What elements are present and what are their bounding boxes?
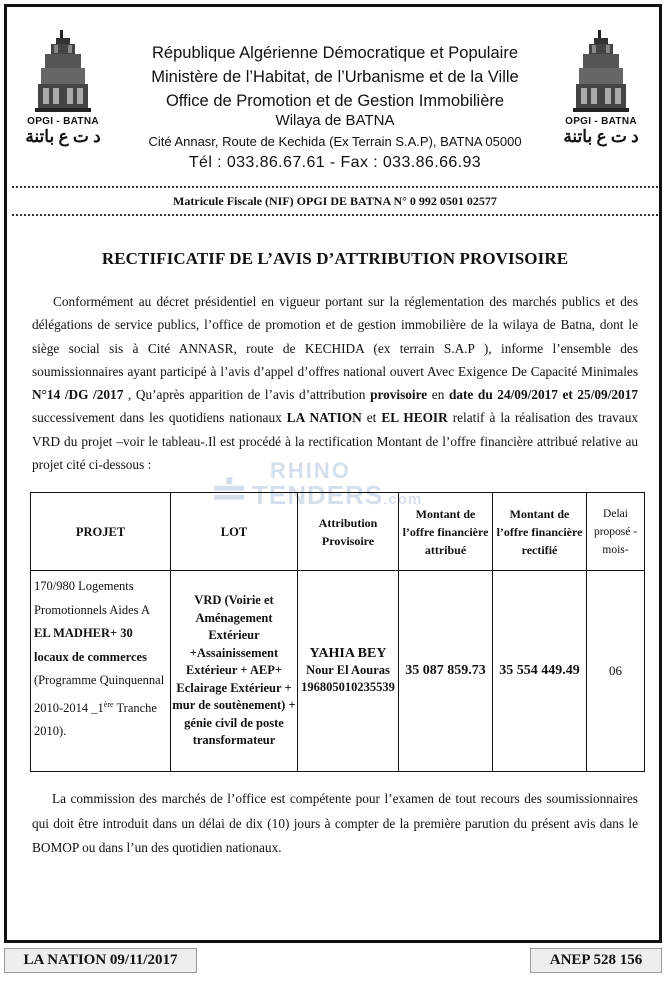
closing-paragraph: La commission des marchés de l’office est compétente pour l’examen de tout recours des soumissionnaires qui doit être introduit dans un délai de dix (10) jours à compter de la première parution du présent avis dans le BOMOP ou dans l’un des quotidien nationaux.	[32, 791, 638, 855]
intro-text: en	[427, 387, 449, 403]
opgi-logo-left	[18, 30, 108, 160]
tax-id-line: Matricule Fiscale (NIF) OPGI DE BATNA N° 0 992 0501 02577	[173, 194, 497, 208]
header-lot: LOT	[171, 493, 298, 571]
intro-text: Conformément au décret présidentiel en vigueur portant sur la réglementation des marchés publics et des délégations de service publics, l’office de promotion et de gestion immobilière de la wilaya de Batna, dont le siège social sis à Cité ANNASR, route de KECHIDA (ex terrain S.A.P ), informe l’ensemble des soumissionnaires ayant participé à l’avis d’appel d’offres national ouvert Avec Exigence De Capacité Minimales	[32, 294, 638, 379]
cell-projet: 170/980 Logements Promotionnels Aides A EL MADHER+ 30 locaux de commerces (Programme Quinquennal 2010-2014 _1ère Tranche 2010).	[31, 571, 171, 772]
logo-caption: OPGI - BATNA	[565, 116, 637, 127]
header-divider-bottom	[12, 214, 658, 216]
republic-line: République Algérienne Démocratique et Populaire	[152, 44, 518, 62]
opgi-tower-icon	[35, 30, 91, 112]
tender-reference: N°14 /DG /2017	[32, 387, 124, 403]
phone-fax-line: Tél : 033.86.67.61 - Fax : 033.86.66.93	[188, 154, 482, 171]
publication-dates: date du 24/09/2017 et 25/09/2017	[448, 387, 638, 403]
header-montant-attribue: Montant de l’offre financière attribué	[399, 493, 493, 571]
intro-text: et	[361, 410, 382, 426]
cell-attribution	[298, 571, 399, 772]
table-header-row	[31, 493, 645, 571]
ministry-line: Ministère de l’Habitat, de l’Urbanisme et de la Ville	[151, 68, 519, 86]
header-attribution: Attribution Provisoire	[298, 493, 399, 571]
watermark-line1: RHINO	[270, 458, 351, 483]
awardee-name: YAHIA BEY	[309, 646, 387, 661]
intro-text: , Qu’après apparition de l’avis d’attribution	[123, 387, 371, 403]
intro-text: relatif à la réalisation des travaux VRD du projet –voir le tableau-.Il est procédé à la rectification Montant de l’offre financière attribué relative au projet cité ci-dessous :	[32, 410, 638, 473]
awardee-company: Nour El Aouras	[306, 663, 390, 677]
header-projet: PROJET	[31, 493, 171, 571]
header-divider	[12, 186, 658, 188]
logo-caption: OPGI - BATNA	[27, 116, 99, 127]
watermark: ≐ RHINO TENDERS.com	[210, 458, 423, 517]
intro-emphasis: provisoire	[370, 387, 428, 403]
watermark-line2: TENDERS.com	[252, 480, 423, 510]
newspaper-name: LA NATION	[286, 410, 362, 426]
publication-source: LA NATION 09/11/2017	[4, 948, 197, 973]
cell-lot: VRD (Voirie et Aménagement Extérieur +Assainissement Extérieur + AEP+ Eclairage Extérieur + mur de soutènement) + génie civil de poste transformateur	[171, 571, 298, 772]
header-delai: Delai proposé -mois-	[587, 493, 645, 571]
wilaya-line: Wilaya de BATNA	[275, 112, 395, 129]
attribution-table	[30, 492, 645, 772]
logo-arabic-caption: د ت ع باتنة	[563, 127, 639, 146]
awardee-id: 196805010235539	[301, 680, 395, 694]
opgi-logo-right	[556, 30, 646, 160]
cell-montant-rectifie: 35 554 449.49	[493, 571, 587, 772]
address-line: Cité Annasr, Route de Kechida (Ex Terrain S.A.P), BATNA 05000	[148, 134, 522, 149]
letterhead	[0, 0, 670, 220]
intro-paragraph	[32, 290, 638, 476]
office-line: Office de Promotion et de Gestion Immobilière	[165, 92, 505, 110]
cell-montant-attribue: 35 087 859.73	[399, 571, 493, 772]
header-montant-rectifie: Montant de l’offre financière rectifié	[493, 493, 587, 571]
anep-reference: ANEP 528 156	[530, 948, 662, 973]
newspaper-name: EL HEOIR	[381, 410, 448, 426]
logo-arabic-caption: د ت ع باتنة	[25, 127, 101, 146]
opgi-tower-icon	[573, 30, 629, 112]
intro-text: successivement dans les quotidiens nationaux	[32, 410, 287, 426]
table-row	[31, 571, 645, 772]
notice-title: RECTIFICATIF DE L’AVIS D’ATTRIBUTION PROVISOIRE	[101, 249, 569, 268]
cell-delai: 06	[587, 571, 645, 772]
